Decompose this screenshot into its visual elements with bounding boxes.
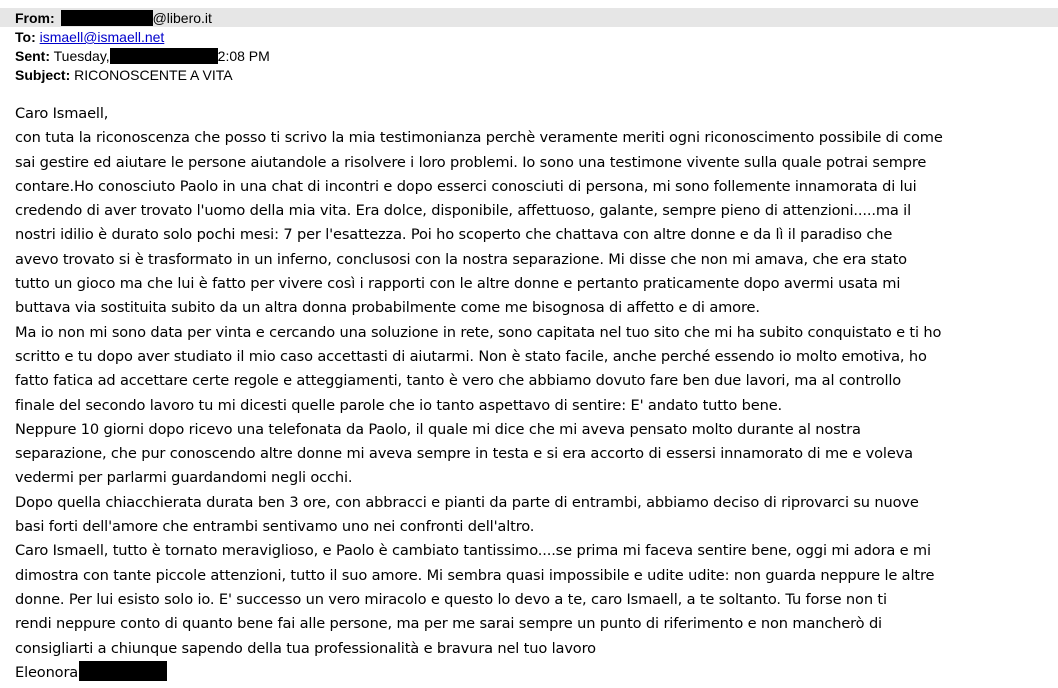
- body-line: contare.Ho conosciuto Paolo in una chat di incontri e dopo esserci conosciuti di persona, mi sono follemente innamorata di lui: [15, 177, 917, 195]
- body-line: Neppure 10 giorni dopo ricevo una telefonata da Paolo, il quale mi dice che mi aveva pensato molto durante al nostra: [15, 420, 861, 438]
- body-line: separazione, che pur conoscendo altre donne mi aveva sempre in testa e si era accorto di essersi innamorato di me e voleva: [15, 445, 913, 463]
- body-line: donne. Per lui esisto solo io. E' successo un vero miracolo e questo lo devo a te, caro Ismaell, a te soltanto. Tu forse non ti: [15, 590, 887, 608]
- body-line: Ma io non mi sono data per vinta e cercando una soluzione in rete, sono capitata nel tuo sito che mi ha subito conquistato e ti ho: [15, 323, 942, 341]
- body-line: finale del secondo lavoro tu mi dicesti quelle parole che io tanto aspettavo di sentire: E' andato tutto bene.: [15, 396, 783, 414]
- email-body: [15, 102, 1051, 685]
- subject-row: [15, 66, 1045, 85]
- from-row: [15, 9, 1045, 28]
- email-header: [15, 9, 1045, 85]
- sent-day: Tuesday,: [53, 48, 110, 64]
- body-line: con tuta la riconoscenza che posso ti scrivo la mia testimonianza perchè veramente meriti ogni riconoscimento possibile di come: [15, 129, 943, 147]
- body-line: basi forti dell'amore che entrambi sentivamo uno nei confronti dell'altro.: [15, 518, 535, 536]
- to-label: To:: [15, 29, 36, 45]
- signature-line: [15, 661, 1051, 685]
- sent-row: [15, 47, 1045, 66]
- body-line: credendo di aver trovato l'uomo della mia vita. Era dolce, disponibile, affettuoso, galante, sempre pieno di attenzioni.....ma il: [15, 202, 911, 220]
- sent-label: Sent:: [15, 48, 50, 64]
- body-line: buttava via sostituita subito da un altra donna probabilmente come me bisognosa di affetto e di amore.: [15, 299, 760, 317]
- body-line: dimostra con tante piccole attenzioni, tutto il suo amore. Mi sembra quasi impossibile e udite udite: non guarda neppure le altre: [15, 566, 935, 584]
- signature-name: Eleonora: [15, 663, 79, 681]
- redacted-sender-name: [61, 10, 153, 26]
- body-line: avevo trovato si è trasformato in un inferno, conclusosi con la nostra separazione. Mi disse che non mi amava, che era stato: [15, 250, 907, 268]
- body-line: sai gestire ed aiutare le persone aiutandole a risolvere i loro problemi. Io sono una testimone vivente sulla quale potrai sempre: [15, 153, 927, 171]
- body-line: tutto un gioco ma che lui è fatto per vivere così i rapporti con le altre donne e pertanto praticamente dopo avermi usata mi: [15, 275, 901, 293]
- redacted-signature-surname: [79, 661, 167, 681]
- body-line: scritto e tu dopo aver studiato il mio caso accettasti di aiutarmi. Non è stato facile, anche perché essendo io molto emotiva, ho: [15, 347, 927, 365]
- from-label: From:: [15, 10, 55, 26]
- body-line: consigliarti a chiunque sapendo della tua professionalità e bravura nel tuo lavoro: [15, 639, 596, 657]
- body-line: nostri idilio è durato solo pochi mesi: 7 per l'esattezza. Poi ho scoperto che chattava con altre donne e da lì il paradiso che: [15, 226, 893, 244]
- body-line: Caro Ismaell, tutto è tornato meraviglioso, e Paolo è cambiato tantissimo....se prima mi faceva sentire bene, oggi mi adora e mi: [15, 542, 931, 560]
- to-address-link[interactable]: ismaell@ismaell.net: [39, 29, 165, 45]
- from-domain: @libero.it: [152, 10, 212, 26]
- body-line: Caro Ismaell,: [15, 105, 109, 122]
- body-line: rendi neppure conto di quanto bene fai alle persone, ma per me sarai sempre un punto di riferimento e non mancherò di: [15, 615, 882, 633]
- subject-label: Subject:: [15, 67, 71, 83]
- body-line: vedermi per parlarmi guardandomi negli occhi.: [15, 469, 353, 487]
- sent-time: 2:08 PM: [217, 48, 270, 64]
- body-line: Dopo quella chiacchierata durata ben 3 ore, con abbracci e pianti da parte di entrambi, abbiamo deciso di riprovarci su nuove: [15, 493, 919, 511]
- subject-text: RICONOSCENTE A VITA: [74, 67, 233, 83]
- redacted-sent-date: [110, 48, 218, 64]
- body-line: fatto fatica ad accettare certe regole e atteggiamenti, tanto è vero che abbiamo dovuto fare ben due lavori, ma al controllo: [15, 372, 902, 390]
- to-row: [15, 28, 1045, 47]
